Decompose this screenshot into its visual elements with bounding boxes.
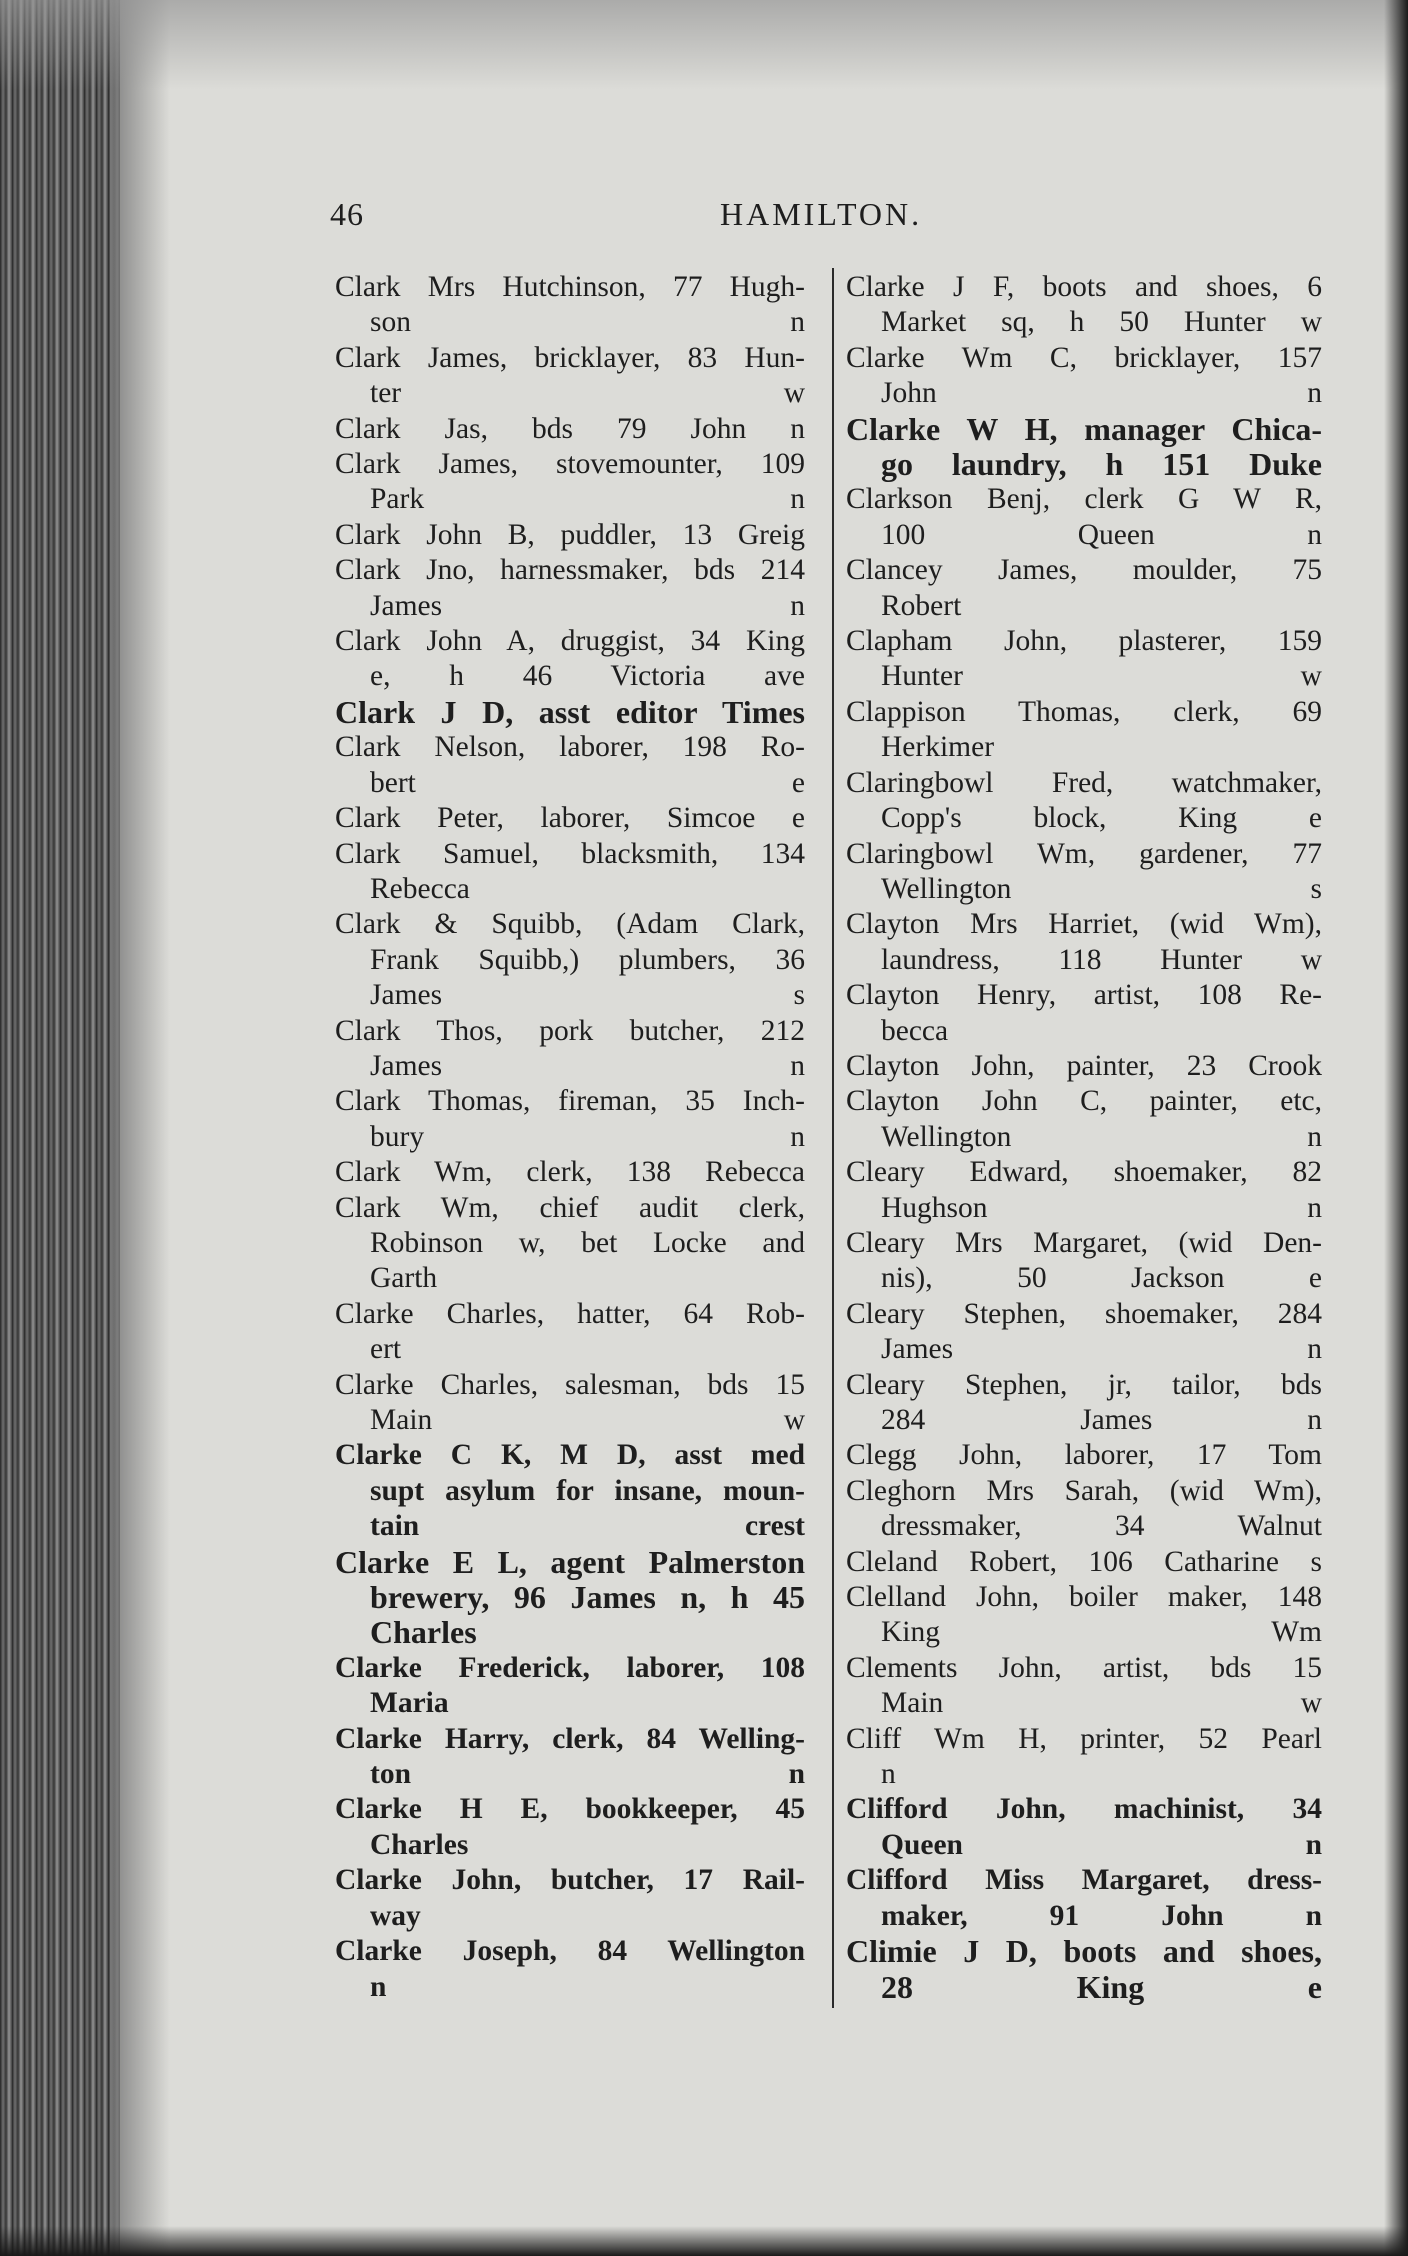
- entry-line: Main w: [370, 1404, 805, 1436]
- entry-line: Clark Jas, bds 79 John n: [335, 412, 805, 445]
- directory-entry: [335, 412, 805, 447]
- directory-entry: [335, 1297, 805, 1368]
- directory-entry: [846, 1297, 1322, 1368]
- entry-line: Clarkson Benj, clerk G W R,: [846, 483, 1322, 516]
- directory-entry: [335, 837, 805, 908]
- left-column: [335, 270, 805, 2005]
- entry-line: Clifford John, machinist, 34: [846, 1793, 1322, 1826]
- entry-line: Cleland Robert, 106 Catharine s: [846, 1545, 1322, 1578]
- entry-line: 284 James n: [881, 1404, 1322, 1436]
- entry-line: bert e: [370, 766, 805, 799]
- directory-entry: [335, 1084, 805, 1155]
- directory-entry: [846, 270, 1322, 341]
- entry-line: Cleary Mrs Margaret, (wid Den-: [846, 1226, 1322, 1259]
- entry-line: Hughson n: [881, 1191, 1322, 1224]
- entry-line: tain crest: [370, 1510, 805, 1543]
- directory-entry: [846, 978, 1322, 1049]
- entry-line: n: [881, 1758, 896, 1791]
- directory-entry: [335, 1438, 805, 1544]
- column-divider: [832, 268, 834, 2008]
- entry-line: Clark Thomas, fireman, 35 Inch-: [335, 1085, 805, 1118]
- entry-line: Clayton Henry, artist, 108 Re-: [846, 979, 1322, 1012]
- entry-line: maker, 91 John n: [881, 1899, 1322, 1932]
- entry-line: Clark Samuel, blacksmith, 134: [335, 837, 805, 870]
- entry-line: e, h 46 Victoria ave: [370, 660, 805, 693]
- book-spine-edge: [0, 0, 120, 2256]
- directory-entry: [846, 1368, 1322, 1439]
- right-column: [846, 270, 1322, 2005]
- entry-line: bury n: [370, 1120, 805, 1153]
- entry-line: Cleary Edward, shoemaker, 82: [846, 1156, 1322, 1189]
- entry-line: Clark J D, asst editor Times: [335, 693, 805, 730]
- running-head: HAMILTON.: [720, 196, 923, 232]
- directory-entry: [335, 1792, 805, 1863]
- entry-line: brewery, 96 James n, h 45: [370, 1579, 805, 1616]
- right-page-edge: [1384, 0, 1408, 2256]
- directory-entry: [335, 447, 805, 518]
- directory-entry: [846, 1084, 1322, 1155]
- directory-entry: [335, 730, 805, 801]
- entry-line: Clark Wm, chief audit clerk,: [335, 1191, 805, 1224]
- directory-entry: [846, 766, 1322, 837]
- page-number: 46: [330, 196, 364, 232]
- entry-line: Wellington s: [881, 872, 1322, 905]
- entry-line: Cleary Stephen, jr, tailor, bds: [846, 1368, 1322, 1401]
- entry-line: Climie J D, boots and shoes,: [846, 1933, 1322, 1970]
- directory-entry: [335, 270, 805, 341]
- entry-line: Clarke Frederick, laborer, 108: [335, 1651, 805, 1684]
- entry-line: Clarke John, butcher, 17 Rail-: [335, 1864, 805, 1897]
- directory-entry: [335, 624, 805, 695]
- entry-line: Clelland John, boiler maker, 148: [846, 1581, 1322, 1614]
- spine-shadow: [110, 0, 170, 2256]
- directory-entry: [846, 837, 1322, 908]
- directory-entry: [846, 1934, 1322, 2005]
- entry-line: Clancey James, moulder, 75: [846, 554, 1322, 587]
- entry-line: Clayton John C, painter, etc,: [846, 1085, 1322, 1118]
- entry-line: Robinson w, bet Locke and: [370, 1226, 805, 1259]
- entry-line: Clarke Wm C, bricklayer, 157: [846, 341, 1322, 374]
- entry-line: laundress, 118 Hunter w: [881, 943, 1322, 976]
- entry-line: Clarke Charles, hatter, 64 Rob-: [335, 1297, 805, 1330]
- directory-entry: [335, 1191, 805, 1297]
- entry-line: 28 King e: [881, 1968, 1322, 2005]
- entry-line: becca: [881, 1014, 949, 1047]
- entry-line: Clark & Squibb, (Adam Clark,: [335, 908, 805, 941]
- entry-line: nis), 50 Jackson e: [881, 1262, 1322, 1295]
- directory-entry: [335, 1934, 805, 2005]
- entry-line: Clappison Thomas, clerk, 69: [846, 695, 1322, 728]
- entry-line: Clarke W H, manager Chica-: [846, 410, 1322, 447]
- entry-line: Frank Squibb,) plumbers, 36: [370, 943, 805, 976]
- page-header: [330, 196, 930, 242]
- entry-line: King Wm: [881, 1616, 1322, 1649]
- entry-line: John n: [881, 377, 1322, 410]
- directory-entry: [335, 341, 805, 412]
- entry-line: Clarke Charles, salesman, bds 15: [335, 1368, 805, 1401]
- entry-line: ton n: [370, 1758, 805, 1791]
- entry-line: Claringbowl Fred, watchmaker,: [846, 766, 1322, 799]
- entry-line: Clements John, artist, bds 15: [846, 1651, 1322, 1684]
- entry-line: Clark John A, druggist, 34 King: [335, 625, 805, 658]
- directory-entry: [846, 553, 1322, 624]
- entry-line: Wellington n: [881, 1120, 1322, 1153]
- directory-entry: [846, 1722, 1322, 1793]
- entry-line: James n: [881, 1333, 1322, 1366]
- entry-line: Clark Thos, pork butcher, 212: [335, 1014, 805, 1047]
- entry-line: Copp's block, King e: [881, 802, 1322, 835]
- entry-line: ert: [370, 1333, 402, 1366]
- entry-line: Maria: [370, 1687, 449, 1720]
- entry-line: Clark Mrs Hutchinson, 77 Hugh-: [335, 271, 805, 303]
- entry-line: Clayton John, painter, 23 Crook: [846, 1049, 1322, 1082]
- entry-line: Clark Wm, clerk, 138 Rebecca: [335, 1156, 805, 1189]
- entry-line: Clegg John, laborer, 17 Tom: [846, 1439, 1322, 1472]
- directory-entry: [335, 695, 805, 730]
- entry-line: Clarke J F, boots and shoes, 6: [846, 271, 1322, 303]
- entry-line: Clapham John, plasterer, 159: [846, 625, 1322, 658]
- bottom-page-edge: [0, 2226, 1408, 2256]
- entry-line: Hunter w: [881, 660, 1322, 693]
- entry-line: Clarke Harry, clerk, 84 Welling-: [335, 1722, 805, 1755]
- directory-entry: [846, 1863, 1322, 1934]
- directory-entry: [335, 1545, 805, 1651]
- entry-line: Clifford Miss Margaret, dress-: [846, 1864, 1322, 1897]
- directory-entry: [846, 1651, 1322, 1722]
- directory-entry: [335, 553, 805, 624]
- entry-line: Rebecca: [370, 872, 470, 905]
- entry-line: ter w: [370, 377, 805, 410]
- entry-line: Main w: [881, 1687, 1322, 1720]
- entry-line: Clarke Joseph, 84 Wellington: [335, 1935, 805, 1968]
- entry-line: supt asylum for insane, moun-: [370, 1474, 805, 1507]
- entry-line: n: [370, 1970, 387, 2003]
- entry-line: Clarke C K, M D, asst med: [335, 1439, 805, 1472]
- directory-entry: [846, 1049, 1322, 1084]
- directory-entry: [846, 1226, 1322, 1297]
- directory-entry: [335, 801, 805, 836]
- entry-line: Clarke H E, bookkeeper, 45: [335, 1793, 805, 1826]
- entry-line: Queen n: [881, 1828, 1322, 1861]
- entry-line: Clark Peter, laborer, Simcoe e: [335, 802, 805, 835]
- directory-entry: [335, 1863, 805, 1934]
- entry-line: dressmaker, 34 Walnut: [881, 1510, 1322, 1543]
- directory-entry: [846, 412, 1322, 483]
- entry-line: Clark Jno, harnessmaker, bds 214: [335, 554, 805, 587]
- entry-line: Park n: [370, 483, 805, 516]
- directory-entry: [846, 1792, 1322, 1863]
- entry-line: Claringbowl Wm, gardener, 77: [846, 837, 1322, 870]
- directory-entry: [846, 624, 1322, 695]
- directory-entry: [846, 1155, 1322, 1226]
- directory-entry: [335, 907, 805, 1013]
- top-shadow: [0, 0, 1408, 90]
- directory-entry: [846, 482, 1322, 553]
- entry-line: Clayton Mrs Harriet, (wid Wm),: [846, 908, 1322, 941]
- entry-line: James n: [370, 1049, 805, 1082]
- directory-entry: [846, 907, 1322, 978]
- entry-line: Market sq, h 50 Hunter w: [881, 306, 1322, 339]
- entry-line: son n: [370, 306, 805, 339]
- entry-line: Garth: [370, 1262, 438, 1295]
- entry-line: way: [370, 1899, 421, 1932]
- entry-line: Clark Nelson, laborer, 198 Ro-: [335, 731, 805, 764]
- entry-line: go laundry, h 151 Duke: [881, 446, 1322, 483]
- directory-entry: [335, 1368, 805, 1439]
- directory-entry: [335, 1155, 805, 1190]
- entry-line: 100 Queen n: [881, 518, 1322, 551]
- entry-line: Clarke E L, agent Palmerston: [335, 1543, 805, 1580]
- entry-line: Charles: [370, 1828, 469, 1861]
- entry-line: Cleghorn Mrs Sarah, (wid Wm),: [846, 1474, 1322, 1507]
- directory-entry: [846, 1438, 1322, 1473]
- entry-line: Cliff Wm H, printer, 52 Pearl: [846, 1722, 1322, 1755]
- directory-entry: [846, 695, 1322, 766]
- entry-line: Charles: [370, 1614, 477, 1651]
- entry-line: Herkimer: [881, 731, 995, 764]
- directory-entry: [846, 1474, 1322, 1545]
- directory-entry: [335, 1651, 805, 1722]
- directory-entry: [335, 1722, 805, 1793]
- entry-line: Cleary Stephen, shoemaker, 284: [846, 1297, 1322, 1330]
- directory-entry: [846, 1580, 1322, 1651]
- entry-line: Clark John B, puddler, 13 Greig: [335, 518, 805, 551]
- directory-entry: [335, 1014, 805, 1085]
- entry-line: Clark James, stovemounter, 109: [335, 448, 805, 481]
- entry-line: James s: [370, 979, 805, 1012]
- entry-line: Clark James, bricklayer, 83 Hun-: [335, 341, 805, 374]
- entry-line: Robert: [881, 589, 962, 622]
- entry-line: James n: [370, 589, 805, 622]
- directory-entry: [846, 1545, 1322, 1580]
- directory-entry: [846, 341, 1322, 412]
- directory-entry: [335, 518, 805, 553]
